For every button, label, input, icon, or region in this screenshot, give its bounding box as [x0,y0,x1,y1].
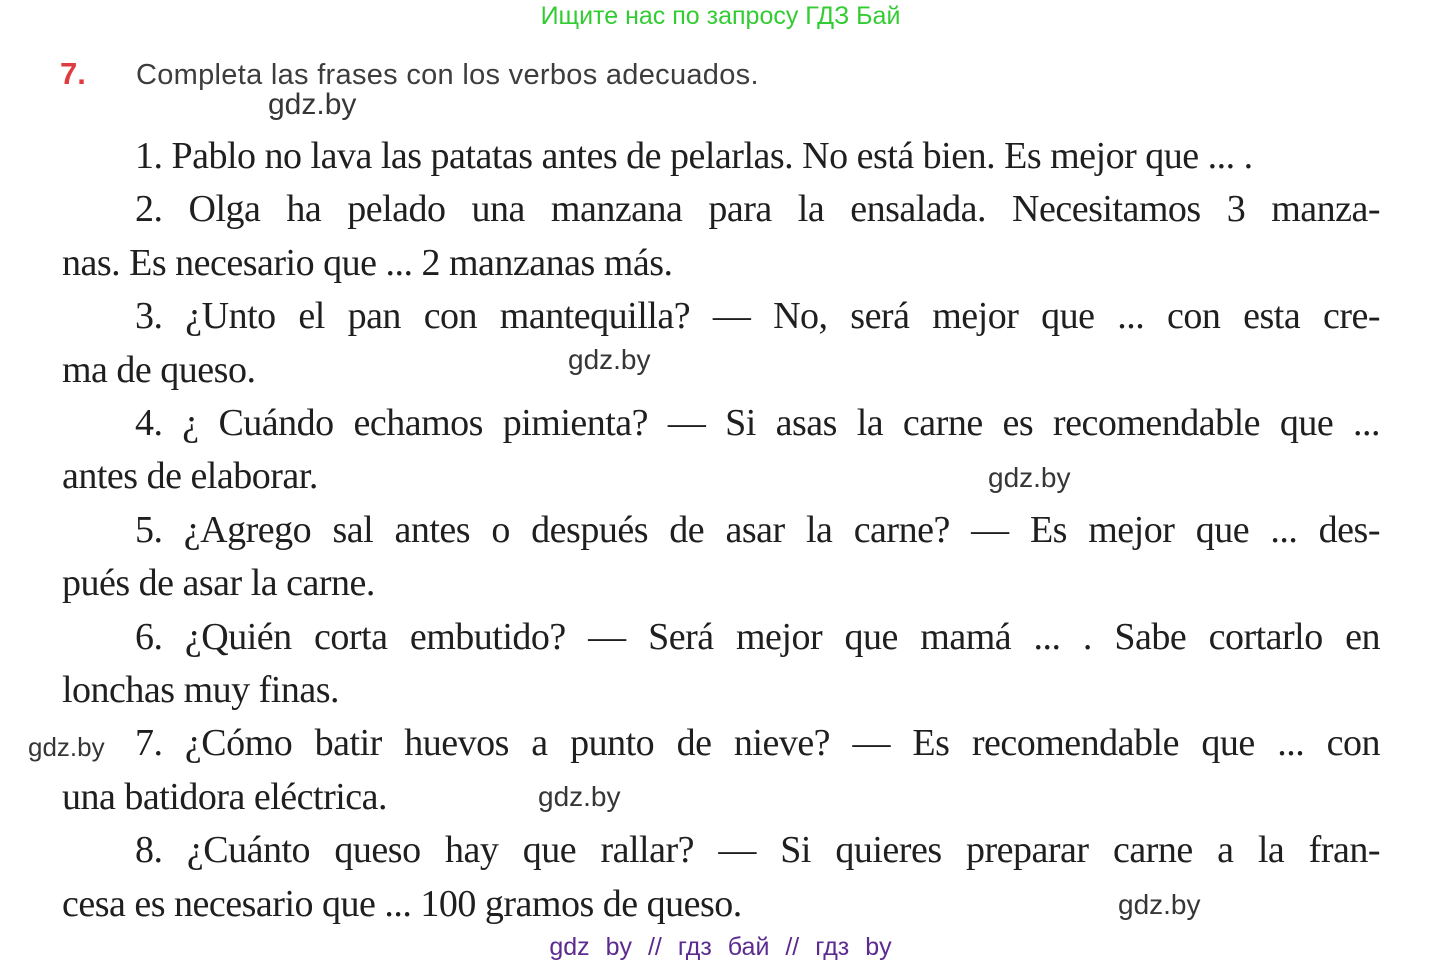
exercise-item-line: pués de asar la carne. [62,562,375,605]
exercise-item [62,717,1380,824]
footer-watermark: gdz by // гдз бай // гдз by [549,933,892,961]
exercise-item-line: 2. Olga ha pelado una manzana para la ensalada. Necesitamos 3 manza- [135,188,1380,231]
exercise-item-line: 4. ¿ Cuándo echamos pimienta? — Si asas la carne es recomendable que ... [135,402,1380,445]
exercise-item-line: 1. Pablo no lava las patatas antes de pelarlas. No está bien. Es mejor que ... . [135,135,1253,177]
exercise-item-line: lonchas muy finas. [62,669,340,712]
exercise-item [62,130,1380,183]
exercise-item-line: antes de elaborar. [62,455,318,498]
site-watermark: gdz.by [538,781,621,812]
exercise-item-line: nas. Es necesario que ... 2 manzanas más. [62,241,673,284]
promo-banner-text: Ищите нас по запросу ГДЗ Бай [540,2,901,30]
site-watermark: gdz.by [28,732,105,762]
exercise-items [62,130,1380,931]
exercise-item-line: cesa es necesario que ... 100 gramos de queso. [62,882,742,925]
exercise-item [62,183,1380,290]
exercise-item-line: 8. ¿Cuánto queso hay que rallar? — Si quieres preparar carne a la fran- [135,829,1380,872]
exercise-item [62,397,1380,504]
exercise-item [62,611,1380,718]
exercise-item-line: 6. ¿Quién corta embutido? — Será mejor que mamá ... . Sabe cortarlo en [135,615,1380,658]
exercise-title: Completa las frases con los verbos adecuados. [136,59,759,91]
site-watermark: gdz.by [1118,889,1201,920]
exercise-item-line: ma de queso. [62,348,256,391]
exercise-number: 7. [60,56,86,91]
exercise-item-line: 7. ¿Cómo batir huevos a punto de nieve? — Es recomendable que ... con [135,722,1380,765]
exercise-item-line: 3. ¿Unto el pan con mantequilla? — No, será mejor que ... con esta cre- [135,295,1380,338]
exercise-item [62,504,1380,611]
exercise-item-line: 5. ¿Agrego sal antes o después de asar la carne? — Es mejor que ... des- [135,508,1380,551]
site-watermark: gdz.by [268,88,357,121]
exercise-header [60,56,759,92]
exercise-item-line: una batidora eléctrica. [62,775,388,818]
site-watermark: gdz.by [568,344,651,375]
exercise-item [62,290,1380,397]
site-watermark: gdz.by [988,462,1071,493]
